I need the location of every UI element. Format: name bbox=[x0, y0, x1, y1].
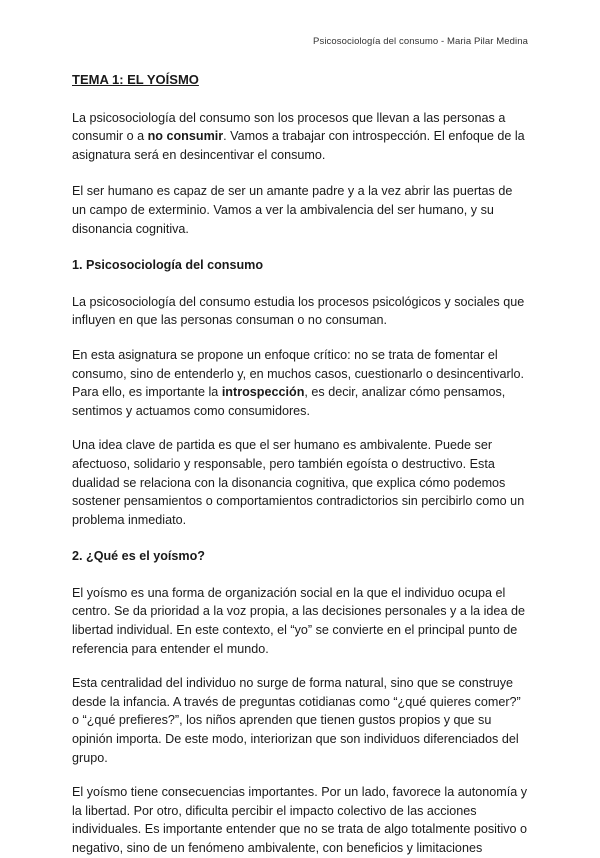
intro-p1-text-b: . Vamos a trabajar con introspección. El enfoque de la asignatura será en desincentivar el consumo. bbox=[72, 129, 525, 162]
s1-p2-emphasis: introspección bbox=[221, 385, 305, 400]
section-2-paragraph-3: El yoísmo tiene consecuencias importantes. Por un lado, favorece la autonomía y la libertad. Por otro, dificulta percibir el impacto colectivo de las acciones individuales. Es importante entender que no se trata de algo totalmente positivo o negativo, sino de un fenómeno ambivalente, con beneficios y limitaciones bbox=[72, 785, 528, 855]
intro-p1-text-a: La psicosociología del consumo son los procesos que llevan a las personas a consumir o a bbox=[72, 110, 506, 144]
intro-p1-emphasis: no consumir bbox=[147, 129, 224, 144]
section-1-paragraph-3: Una idea clave de partida es que el ser humano es ambivalente. Puede ser afectuoso, solidario y responsable, pero también egoísta o destructivo. Esta dualidad se relaciona con la disonancia cognitiva, que explica cómo podemos sostener pensamientos o comportamientos contradictorios sin percibirlo como un problema inmediato. bbox=[72, 438, 525, 527]
s1-p2-text-b: , es decir, analizar cómo pensamos, sentimos y actuamos como consumidores. bbox=[72, 385, 506, 418]
s1-p2-text-a: En esta asignatura se propone un enfoque crítico: no se trata de fomentar el consumo, sino de entenderlo y, en muchos casos, cuestionarlo o desincentivarlo. Para ello, es importante la bbox=[72, 347, 524, 400]
section-1-paragraph-2 bbox=[72, 346, 528, 420]
document-title: TEMA 1: EL YOÍSMO bbox=[72, 72, 199, 87]
intro-paragraph-2: El ser humano es capaz de ser un amante padre y a la vez abrir las puertas de un campo de exterminio. Vamos a ver la ambivalencia del ser humano, y su disonancia cognitiva. bbox=[72, 184, 513, 236]
running-header: Psicosociología del consumo - Maria Pilar Medina bbox=[313, 36, 528, 47]
section-1-heading: 1. Psicosociología del consumo bbox=[72, 258, 264, 273]
section-2-paragraph-1: El yoísmo es una forma de organización social en la que el individuo ocupa el centro. Se da prioridad a la voz propia, a las decisiones personales y a la idea de libertad individual. En este contexto, el “yo” se convierte en el principal punto de referencia para entender el mundo. bbox=[72, 585, 525, 656]
intro-paragraph-1 bbox=[72, 109, 528, 165]
section-1-paragraph-1: La psicosociología del consumo estudia los procesos psicológicos y sociales que influyen en que las personas consuman o no consuman. bbox=[72, 294, 525, 328]
section-2-paragraph-2: Esta centralidad del individuo no surge de forma natural, sino que se construye desde la infancia. A través de preguntas cotidianas como “¿qué quieres comer?” o “¿qué prefieres?”, los niños aprenden que tienen gustos propios y que su opinión importa. De este modo, interiorizan que son individuos diferenciados del grupo. bbox=[72, 676, 521, 765]
section-2-heading: 2. ¿Qué es el yoísmo? bbox=[72, 549, 205, 564]
document-body bbox=[72, 71, 528, 858]
